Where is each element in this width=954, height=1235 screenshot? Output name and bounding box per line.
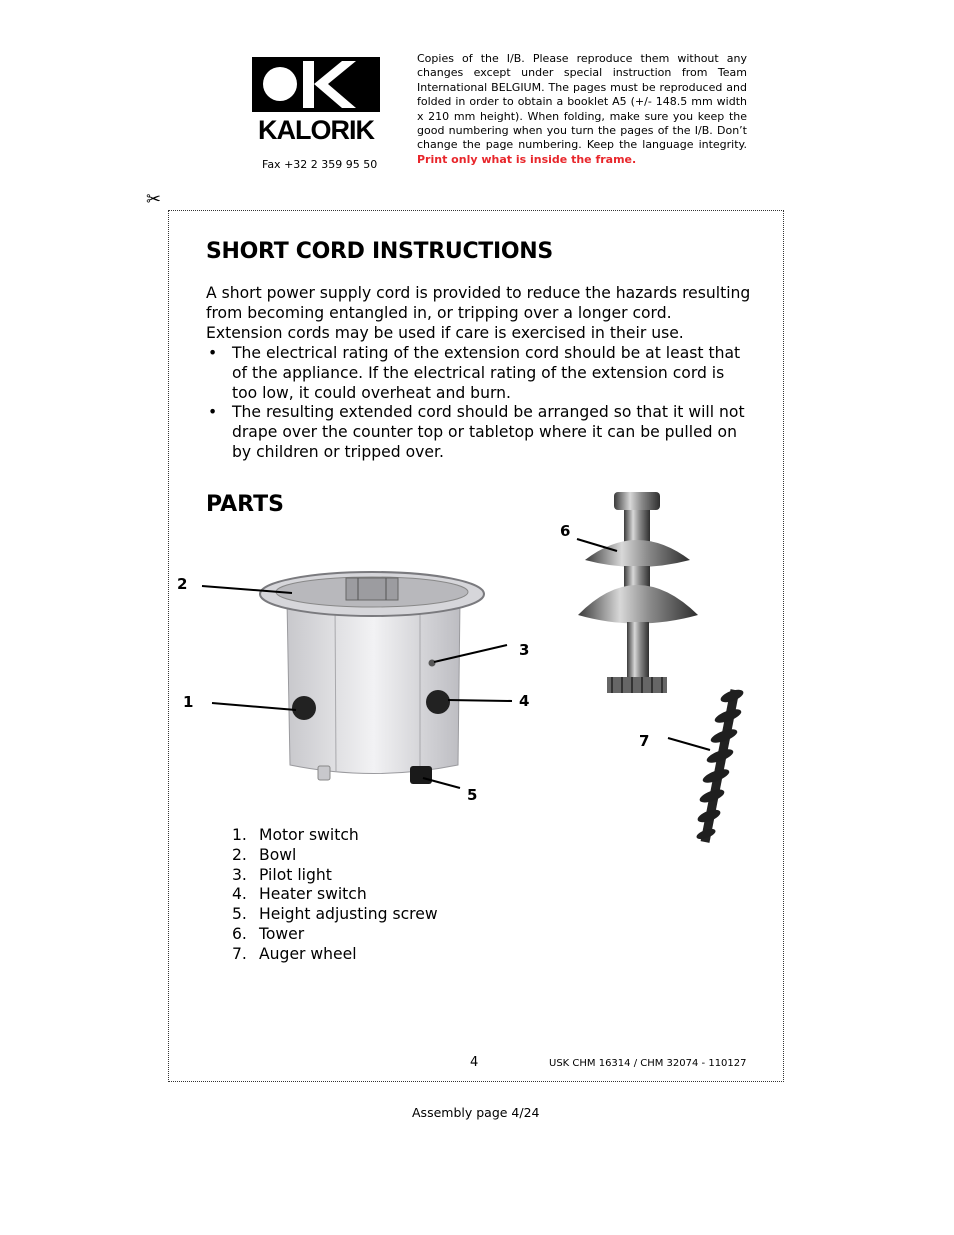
page-number: 4 xyxy=(470,1055,479,1070)
part-label-1: 1 xyxy=(183,693,194,711)
notice-highlight: Print only what is inside the frame. xyxy=(417,152,637,166)
part-number: 3. xyxy=(232,865,247,884)
part-name: Height adjusting screw xyxy=(259,905,438,924)
parts-list-item xyxy=(232,945,438,965)
part-number: 6. xyxy=(232,924,247,943)
part-number: 5. xyxy=(232,905,247,924)
bullet-item: • The resulting extended cord should be arranged so that it will not drape over the counter top or tabletop where it can be pulled on by children or tripped over. xyxy=(206,403,751,462)
parts-title: PARTS xyxy=(206,492,284,517)
parts-list-item xyxy=(232,826,438,846)
fax-number: Fax +32 2 359 95 50 xyxy=(262,158,378,171)
part-label-7: 7 xyxy=(639,732,650,750)
part-name: Motor switch xyxy=(259,826,359,844)
part-name: Bowl xyxy=(259,845,297,864)
part-number: 4. xyxy=(232,885,247,904)
parts-list-item xyxy=(232,905,438,925)
parts-list-item xyxy=(232,846,438,866)
auger-wheel xyxy=(695,687,745,842)
short-cord-title: SHORT CORD INSTRUCTIONS xyxy=(206,239,553,264)
svg-text:KALORIK: KALORIK xyxy=(258,115,374,143)
scissors-icon: ✂ xyxy=(146,189,162,210)
part-number: 7. xyxy=(232,944,247,963)
part-name: Heater switch xyxy=(259,885,367,904)
assembly-page: Assembly page 4/24 xyxy=(412,1105,540,1120)
part-label-2: 2 xyxy=(177,575,188,593)
part-label-4: 4 xyxy=(519,692,530,710)
part-name: Tower xyxy=(259,924,305,943)
parts-list-item xyxy=(232,866,438,886)
tower xyxy=(578,492,698,693)
part-label-3: 3 xyxy=(519,641,530,659)
short-cord-intro: A short power supply cord is provided to reduce the hazards resulting from becoming entangled in, or tripping over a longer cord. Extension cords may be used if care is exercised in their use. xyxy=(206,284,751,342)
parts-list xyxy=(232,826,438,965)
parts-list-item xyxy=(232,925,438,945)
part-label-6: 6 xyxy=(560,522,571,540)
bullet-item: • The electrical rating of the extension cord should be at least that of the appliance. If the electrical rating of the extension cord is too low, it could overheat and burn. xyxy=(206,344,751,403)
notice-text: Copies of the I/B. Please reproduce them without any changes except under special instruction from Team International BELGIUM. The pages must be reproduced and folded in order to obtain a booklet A5 (+/- 148.5 mm width x 210 mm height). When folding, make sure you keep the good numbering when you turn the pages of the I/B. Don’t change the page numbering. Keep the language integrity. xyxy=(417,52,747,152)
part-number: 2. xyxy=(232,845,247,864)
fountain-base xyxy=(260,572,484,784)
part-name: Pilot light xyxy=(259,865,332,884)
part-number: 1. xyxy=(232,826,247,844)
model-number: USK CHM 16314 / CHM 32074 - 110127 xyxy=(549,1058,747,1069)
part-name: Auger wheel xyxy=(259,944,357,963)
parts-list-item xyxy=(232,885,438,905)
part-label-5: 5 xyxy=(467,786,478,804)
